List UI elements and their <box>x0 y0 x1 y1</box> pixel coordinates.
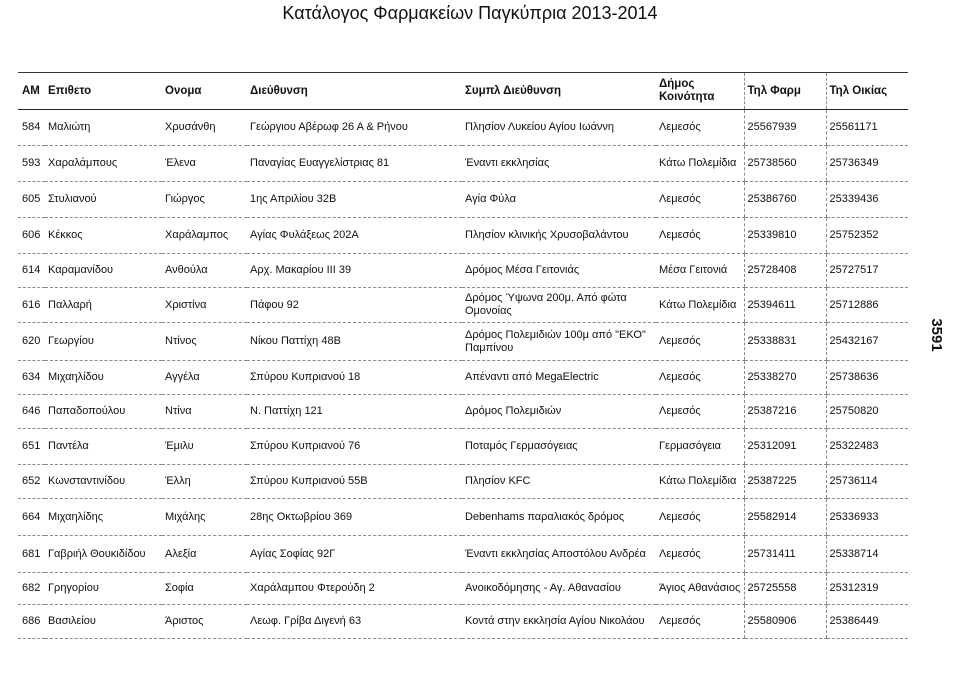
cell-address: Σπύρου Κυπριανού 18 <box>247 361 462 395</box>
table-row <box>18 254 908 288</box>
cell-surname: Παπαδοπούλου <box>45 395 162 429</box>
cell-extra-address: Δρόμος Μέσα Γειτονιάς <box>462 254 656 288</box>
cell-address: Αγίας Φυλάξεως 202Α <box>247 218 462 254</box>
cell-extra-address: Απέναντι από MegaElectric <box>462 361 656 395</box>
cell-municipality: Λεμεσός <box>656 499 744 536</box>
cell-home-phone: 25727517 <box>826 254 908 288</box>
table-row <box>18 110 908 146</box>
cell-name: Μιχάλης <box>162 499 247 536</box>
cell-name: Ντίνα <box>162 395 247 429</box>
cell-pharmacy-phone: 25338270 <box>744 361 826 395</box>
pharmacy-table <box>18 72 908 639</box>
cell-name: Αλεξία <box>162 536 247 573</box>
cell-surname: Χαραλάμπους <box>45 146 162 182</box>
cell-surname: Στυλιανού <box>45 182 162 218</box>
col-header-name: Ονομα <box>162 73 247 110</box>
cell-pharmacy-phone: 25582914 <box>744 499 826 536</box>
cell-pharmacy-phone: 25386760 <box>744 182 826 218</box>
cell-municipality: Λεμεσός <box>656 395 744 429</box>
cell-home-phone: 25712886 <box>826 288 908 323</box>
cell-pharmacy-phone: 25738560 <box>744 146 826 182</box>
table-row <box>18 323 908 361</box>
cell-am: 614 <box>18 254 45 288</box>
cell-home-phone: 25339436 <box>826 182 908 218</box>
cell-address: 28ης Οκτωβρίου 369 <box>247 499 462 536</box>
cell-am: 620 <box>18 323 45 361</box>
table-row <box>18 218 908 254</box>
cell-surname: Καραμανίδου <box>45 254 162 288</box>
cell-address: Σπύρου Κυπριανού 76 <box>247 429 462 465</box>
cell-name: Άριστος <box>162 605 247 639</box>
cell-am: 616 <box>18 288 45 323</box>
col-header-extra-address: Συμπλ Διεύθυνση <box>462 73 656 110</box>
cell-extra-address: Έναντι εκκλησίας Αποστόλου Ανδρέα <box>462 536 656 573</box>
cell-address: Γεώργιου Αβέρωφ 26 Α & Ρήνου <box>247 110 462 146</box>
cell-home-phone: 25738636 <box>826 361 908 395</box>
cell-municipality: Γερμασόγεια <box>656 429 744 465</box>
cell-extra-address: Πλησίον Λυκείου Αγίου Ιωάννη <box>462 110 656 146</box>
cell-name: Χριστίνα <box>162 288 247 323</box>
cell-name: Έλενα <box>162 146 247 182</box>
cell-address: Πάφου 92 <box>247 288 462 323</box>
cell-pharmacy-phone: 25387225 <box>744 465 826 499</box>
table-row <box>18 573 908 605</box>
cell-pharmacy-phone: 25728408 <box>744 254 826 288</box>
cell-municipality: Κάτω Πολεμίδια <box>656 288 744 323</box>
table-row <box>18 465 908 499</box>
cell-surname: Παλλαρή <box>45 288 162 323</box>
cell-home-phone: 25336933 <box>826 499 908 536</box>
cell-am: 646 <box>18 395 45 429</box>
table-row <box>18 536 908 573</box>
cell-municipality: Λεμεσός <box>656 182 744 218</box>
cell-name: Γιώργος <box>162 182 247 218</box>
cell-extra-address: Ποταμός Γερμασόγειας <box>462 429 656 465</box>
cell-extra-address: Αγία Φύλα <box>462 182 656 218</box>
cell-name: Έμιλυ <box>162 429 247 465</box>
cell-am: 605 <box>18 182 45 218</box>
cell-name: Χρυσάνθη <box>162 110 247 146</box>
cell-am: 593 <box>18 146 45 182</box>
cell-municipality: Μέσα Γειτονιά <box>656 254 744 288</box>
cell-home-phone: 25338714 <box>826 536 908 573</box>
cell-municipality: Λεμεσός <box>656 110 744 146</box>
table-header-row <box>18 73 908 110</box>
cell-municipality: Λεμεσός <box>656 218 744 254</box>
table-row <box>18 288 908 323</box>
table-row <box>18 395 908 429</box>
cell-municipality: Λεμεσός <box>656 361 744 395</box>
col-header-surname: Επιθετο <box>45 73 162 110</box>
cell-am: 686 <box>18 605 45 639</box>
cell-pharmacy-phone: 25567939 <box>744 110 826 146</box>
cell-surname: Κωνσταντινίδου <box>45 465 162 499</box>
cell-pharmacy-phone: 25387216 <box>744 395 826 429</box>
cell-extra-address: Έναντι εκκλησίας <box>462 146 656 182</box>
cell-address: Χαράλαμπου Φτερούδη 2 <box>247 573 462 605</box>
col-header-pharmacy-phone: Τηλ Φαρμ <box>744 73 826 110</box>
cell-home-phone: 25386449 <box>826 605 908 639</box>
table-row <box>18 361 908 395</box>
cell-surname: Γεωργίου <box>45 323 162 361</box>
cell-home-phone: 25750820 <box>826 395 908 429</box>
cell-am: 634 <box>18 361 45 395</box>
cell-address: Λεωφ. Γρίβα Διγενή 63 <box>247 605 462 639</box>
cell-pharmacy-phone: 25312091 <box>744 429 826 465</box>
cell-address: Νίκου Παττίχη 48Β <box>247 323 462 361</box>
cell-address: Αρχ. Μακαρίου ΙΙΙ 39 <box>247 254 462 288</box>
cell-name: Σοφία <box>162 573 247 605</box>
table-row <box>18 429 908 465</box>
cell-address: 1ης Απριλίου 32Β <box>247 182 462 218</box>
cell-extra-address: Debenhams παραλιακός δρόμος <box>462 499 656 536</box>
cell-name: Ανθούλα <box>162 254 247 288</box>
side-page-number: 3591 <box>928 318 945 352</box>
cell-surname: Γρηγορίου <box>45 573 162 605</box>
cell-extra-address: Ανοικοδόμησης - Αγ. Αθανασίου <box>462 573 656 605</box>
cell-pharmacy-phone: 25580906 <box>744 605 826 639</box>
cell-home-phone: 25736114 <box>826 465 908 499</box>
cell-name: Ντίνος <box>162 323 247 361</box>
cell-surname: Βασιλείου <box>45 605 162 639</box>
table-row <box>18 146 908 182</box>
cell-am: 606 <box>18 218 45 254</box>
cell-municipality: Λεμεσός <box>656 605 744 639</box>
cell-address: Σπύρου Κυπριανού 55Β <box>247 465 462 499</box>
cell-name: Χαράλαμπος <box>162 218 247 254</box>
cell-surname: Γαβριήλ Θουκιδίδου <box>45 536 162 573</box>
cell-am: 652 <box>18 465 45 499</box>
cell-home-phone: 25312319 <box>826 573 908 605</box>
cell-pharmacy-phone: 25339810 <box>744 218 826 254</box>
cell-home-phone: 25752352 <box>826 218 908 254</box>
col-header-home-phone: Τηλ Οικίας <box>826 73 908 110</box>
cell-address: Παναγίας Ευαγγελίστριας 81 <box>247 146 462 182</box>
cell-name: Έλλη <box>162 465 247 499</box>
cell-municipality: Λεμεσός <box>656 536 744 573</box>
cell-extra-address: Κοντά στην εκκλησία Αγίου Νικολάου <box>462 605 656 639</box>
cell-municipality: Λεμεσός <box>656 323 744 361</box>
cell-pharmacy-phone: 25394611 <box>744 288 826 323</box>
cell-municipality: Κάτω Πολεμίδια <box>656 146 744 182</box>
cell-extra-address: Δρόμος Πολεμιδιών <box>462 395 656 429</box>
cell-am: 651 <box>18 429 45 465</box>
document-title: Κατάλογος Φαρμακείων Παγκύπρια 2013-2014 <box>282 3 658 23</box>
col-header-am: ΑΜ <box>18 73 45 110</box>
cell-municipality: Άγιος Αθανάσιος <box>656 573 744 605</box>
cell-pharmacy-phone: 25725558 <box>744 573 826 605</box>
cell-am: 584 <box>18 110 45 146</box>
table-row <box>18 182 908 218</box>
cell-address: Αγίας Σοφίας 92Γ <box>247 536 462 573</box>
cell-extra-address: Δρόμος Πολεμιδιών 100μ από "ΕΚΟ" Παμπίνου <box>462 323 656 361</box>
cell-am: 664 <box>18 499 45 536</box>
cell-address: Ν. Παττίχη 121 <box>247 395 462 429</box>
cell-am: 681 <box>18 536 45 573</box>
cell-home-phone: 25736349 <box>826 146 908 182</box>
table-row <box>18 499 908 536</box>
cell-name: Αγγέλα <box>162 361 247 395</box>
cell-surname: Μαλιώτη <box>45 110 162 146</box>
cell-am: 682 <box>18 573 45 605</box>
table-row <box>18 605 908 639</box>
col-header-address: Διεύθυνση <box>247 73 462 110</box>
cell-pharmacy-phone: 25338831 <box>744 323 826 361</box>
cell-surname: Κέκκος <box>45 218 162 254</box>
cell-surname: Μιχαηλίδου <box>45 361 162 395</box>
cell-extra-address: Πλησίον KFC <box>462 465 656 499</box>
cell-municipality: Κάτω Πολεμίδια <box>656 465 744 499</box>
cell-extra-address: Πλησίον κλινικής Χρυσοβαλάντου <box>462 218 656 254</box>
col-header-municipality: Δήμος Κοινότητα <box>656 73 744 110</box>
cell-pharmacy-phone: 25731411 <box>744 536 826 573</box>
cell-surname: Μιχαηλίδης <box>45 499 162 536</box>
cell-home-phone: 25561171 <box>826 110 908 146</box>
cell-surname: Παντέλα <box>45 429 162 465</box>
cell-home-phone: 25322483 <box>826 429 908 465</box>
cell-extra-address: Δρόμος Ύψωνα 200μ. Από φώτα Ομονοίας <box>462 288 656 323</box>
cell-home-phone: 25432167 <box>826 323 908 361</box>
